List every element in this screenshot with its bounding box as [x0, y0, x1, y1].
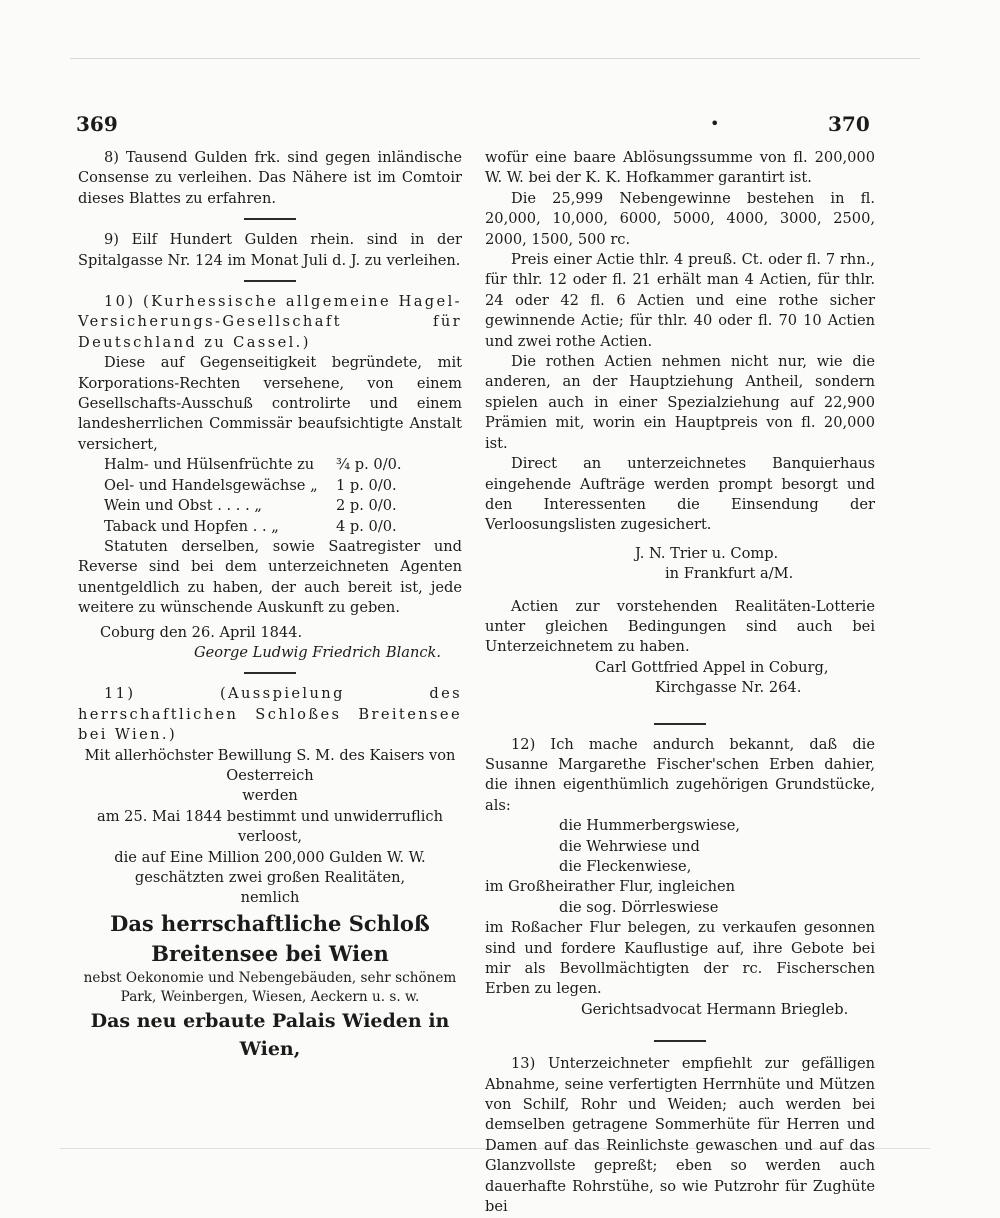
- section-divider: [244, 672, 296, 674]
- ad-12-signature: Gerichtsadvocat Hermann Briegleb.: [581, 1000, 849, 1018]
- left-column: [78, 148, 462, 1063]
- lottery-cont-5: Direct an unterzeichnetes Banquierhaus eingehende Aufträge werden prompt besorgt und den Interessenten die Einsendung der Verloosungslisten zugesichert.: [485, 455, 875, 534]
- ad-11-namlich: nemlich: [240, 889, 300, 907]
- section-divider: [244, 218, 296, 220]
- ad-10-heading: 10) (Kurhessische allgemeine Hagel-Versicherungs-Gesellschaft für Deutschland zu Cassel.): [78, 293, 462, 351]
- rate-value: 2 p. 0/0.: [336, 497, 397, 515]
- rate-value: 1 p. 0/0.: [336, 476, 397, 494]
- ad-12-doerr: die sog. Dörrleswiese: [559, 898, 719, 916]
- section-divider: [654, 1040, 706, 1042]
- ad-12-rest: im Roßacher Flur belegen, zu verkaufen gesonnen sind und fordere Kauflustige auf, ihre Gebote bei mir als Bevollmächtigten der rc. Fischerschen Erben zu legen.: [485, 919, 875, 998]
- right-column: [485, 148, 875, 1218]
- ad-11-palais: Das neu erbaute Palais Wieden in Wien,: [90, 1009, 450, 1060]
- rate-name: Taback und Hopfen . . „: [104, 517, 279, 535]
- ad-10-body: Diese auf Gegenseitigkeit begründete, mit Korporations-Rechten versehene, von einem Gesellschafts-Ausschuß controlirte und einem landesherrlichen Commissär beaufsichtigte Anstalt versichert,: [78, 354, 462, 453]
- ad-13: 13) Unterzeichneter empfiehlt zur gefälligen Abnahme, seine verfertigten Herrnhüte und Mützen von Schilf, Rohr und Weiden; auch werden bei demselben getragene Sommerhüte für Herren und Damen auf das Reinlichste gewaschen und auf das Glanzvollste gepreßt; eben so werden auch dauerhafte Rohrstühe, so wie Putzrohr für Zughüte bei: [485, 1055, 875, 1216]
- ad-10-date: Coburg den 26. April 1844.: [100, 623, 303, 641]
- ad-12-intro: 12) Ich mache andurch bekannt, daß die Susanne Margarethe Fischer'schen Erben dahier, die ihnen eigenthümlich zugehörigen Grundstücke, als:: [485, 735, 875, 814]
- appel-address: Kirchgasse Nr. 264.: [655, 679, 802, 697]
- lottery-cont-1: wofür eine baare Ablösungssumme von fl. 200,000 W. W. bei der K. K. Hofkammer garantirt ist.: [485, 149, 875, 187]
- ad-12-item: die Hummerbergswiese,: [559, 817, 741, 835]
- rate-row: [104, 517, 462, 537]
- page-number-left: 369: [76, 112, 118, 136]
- lottery-cont-4: Die rothen Actien nehmen nicht nur, wie die anderen, an der Hauptziehung Antheil, sondern spielen auch in einer Spezialziehung auf 22,900 Prämien mit, worin ein Hauptpreis von fl. 20,000 ist.: [485, 353, 875, 452]
- lottery-cont-2: Die 25,999 Nebengewinne bestehen in fl. 20,000, 10,000, 6000, 5000, 4000, 3000, 2500, 2000, 1500, 500 rc.: [485, 189, 875, 248]
- ad-11-permit: Mit allerhöchster Bewillung S. M. des Kaisers von Oesterreich: [84, 746, 456, 784]
- rate-value: ¾ p. 0/0.: [336, 456, 402, 474]
- ad-8: 8) Tausend Gulden frk. sind gegen inländische Consense zu verleihen. Das Nähere ist im Comtoir dieses Blattes zu erfahren.: [78, 149, 462, 207]
- rate-row: [104, 476, 462, 496]
- ad-10-statutes: Statuten derselben, sowie Saatregister und Reverse sind bei dem unterzeichneten Agenten unentgeldlich zu haben, der auch bereit ist, jede weitere zu wünschende Auskunft zu geben.: [78, 537, 462, 617]
- rate-row: [104, 496, 462, 516]
- ad-9: 9) Eilf Hundert Gulden rhein. sind in der Spitalgasse Nr. 124 im Monat Juli d. J. zu verleihen.: [78, 231, 462, 269]
- ad-11-heading: 11) (Ausspielung des herrschaftlichen Schloßes Breitensee bei Wien.): [78, 685, 462, 744]
- ad-12-flur: im Großheirather Flur, ingleichen: [485, 878, 736, 896]
- ad-10-rates: [104, 455, 462, 537]
- firm-name: J. N. Trier u. Comp.: [635, 544, 779, 562]
- lottery-cont-3: Preis einer Actie thlr. 4 preuß. Ct. oder fl. 7 rhn., für thlr. 12 oder fl. 21 erhält man 4 Actien, für thlr. 24 oder 42 fl. 6 Actien und eine rothe sicher gewinnende Actie; für thlr. 40 oder fl. 70 10 Actien und zwei rothe Actien.: [485, 251, 875, 350]
- rate-name: Halm- und Hülsenfrüchte zu: [104, 456, 315, 474]
- scan-edge-top: [70, 58, 920, 59]
- page-dot: •: [710, 114, 720, 133]
- rate-name: Oel- und Handelsgewächse „: [104, 476, 318, 494]
- rate-row: [104, 455, 462, 475]
- rate-value: 4 p. 0/0.: [336, 517, 397, 535]
- section-divider: [244, 280, 296, 282]
- ad-12-item: die Wehrwiese und: [559, 837, 700, 855]
- page-number-right: 370: [828, 112, 870, 136]
- ad-10-signature: George Ludwig Friedrich Blanck.: [194, 643, 441, 661]
- ad-11-million: die auf Eine Million 200,000 Gulden W. W. geschätzten zwei großen Realitäten,: [114, 848, 426, 886]
- rate-name: Wein und Obst . . . . „: [104, 497, 262, 515]
- appel-name: Carl Gottfried Appel in Coburg,: [595, 658, 829, 676]
- ad-11-castle: Das herrschaftliche Schloß Breitensee bei Wien: [110, 910, 430, 966]
- ad-11-werden: werden: [242, 787, 298, 805]
- firm-city: in Frankfurt a/M.: [665, 565, 794, 583]
- ad-11-economy: nebst Oekonomie und Nebengebäuden, sehr schönem Park, Weinbergen, Wiesen, Aeckern u. s. w.: [83, 969, 457, 1005]
- ad-11-date: am 25. Mai 1844 bestimmt und unwiderruflich verloost,: [97, 807, 443, 846]
- actien-notice: Actien zur vorstehenden Realitäten-Lotterie unter gleichen Bedingungen sind auch bei Unterzeichnetem zu haben.: [485, 597, 875, 656]
- section-divider: [654, 723, 706, 725]
- ad-12-item: die Fleckenwiese,: [559, 858, 692, 875]
